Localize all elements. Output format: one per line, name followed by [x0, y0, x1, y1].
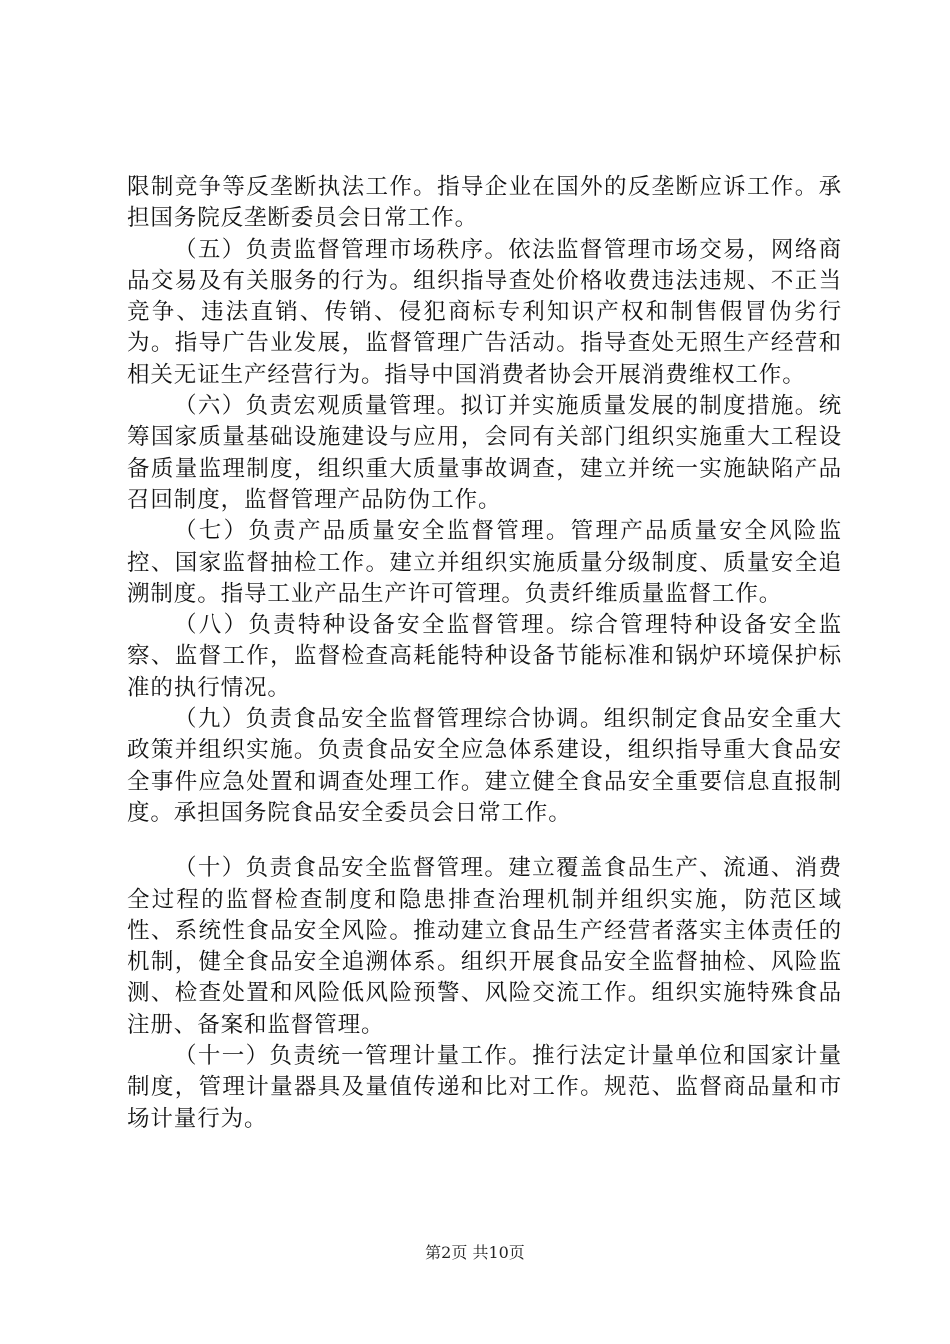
paragraph-item-8: （八）负责特种设备安全监督管理。综合管理特种设备安全监察、监督工作，监督检查高耗能特种设备节能标准和锅炉环境保护标准的执行情况。	[127, 612, 842, 701]
paragraph-item-7: （七）负责产品质量安全监督管理。管理产品质量安全风险监控、国家监督抽检工作。建立并组织实施质量分级制度、质量安全追溯制度。指导工业产品生产许可管理。负责纤维质量监督工作。	[127, 518, 842, 607]
paragraph-item-11: （十一）负责统一管理计量工作。推行法定计量单位和国家计量制度，管理计量器具及量值传递和比对工作。规范、监督商品量和市场计量行为。	[127, 1043, 842, 1132]
page-footer: 第2页 共10页	[425, 1243, 525, 1262]
paragraph-item-10: （十）负责食品安全监督管理。建立覆盖食品生产、流通、消费全过程的监督检查制度和隐患排查治理机制并组织实施，防范区域性、系统性食品安全风险。推动建立食品生产经营者落实主体责任的机制，健全食品安全追溯体系。组织开展食品安全监督抽检、风险监测、检查处置和风险低风险预警、风险交流工作。组织实施特殊食品注册、备案和监督管理。	[127, 855, 842, 1038]
document-body	[127, 172, 842, 1135]
paragraph-item-6: （六）负责宏观质量管理。拟订并实施质量发展的制度措施。统筹国家质量基础设施建设与应用，会同有关部门组织实施重大工程设备质量监理制度，组织重大质量事故调查，建立并统一实施缺陷产品召回制度，监督管理产品防伪工作。	[127, 393, 842, 513]
paragraph-item-9: （九）负责食品安全监督管理综合协调。组织制定食品安全重大政策并组织实施。负责食品安全应急体系建设，组织指导重大食品安全事件应急处置和调查处理工作。建立健全食品安全重要信息直报制度。承担国务院食品安全委员会日常工作。	[127, 706, 842, 826]
paragraph-continuation: 限制竞争等反垄断执法工作。指导企业在国外的反垄断应诉工作。承担国务院反垄断委员会日常工作。	[127, 174, 842, 232]
paragraph-item-5: （五）负责监督管理市场秩序。依法监督管理市场交易，网络商品交易及有关服务的行为。组织指导查处价格收费违法违规、不正当竞争、违法直销、传销、侵犯商标专利知识产权和制售假冒伪劣行为。指导广告业发展，监督管理广告活动。指导查处无照生产经营和相关无证生产经营行为。指导中国消费者协会开展消费维权工作。	[127, 236, 842, 388]
